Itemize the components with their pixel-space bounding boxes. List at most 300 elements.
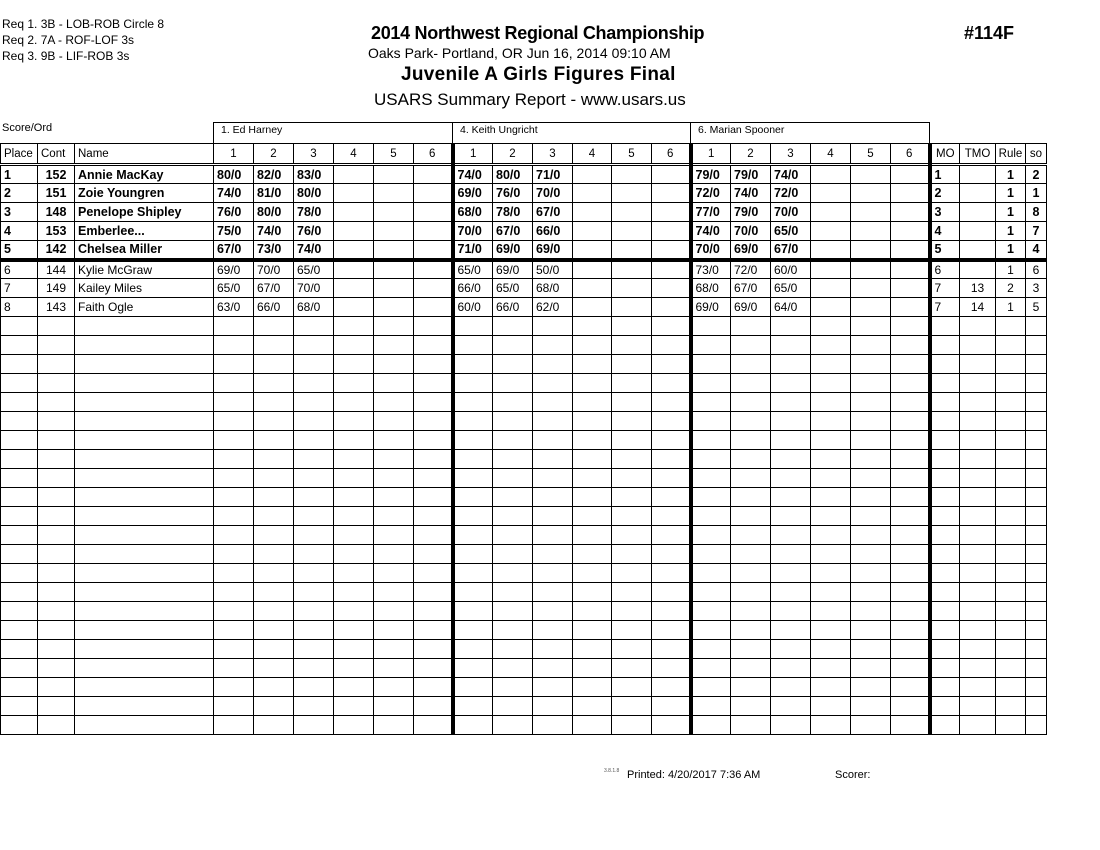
empty-cell bbox=[612, 469, 652, 488]
empty-cell bbox=[691, 583, 731, 602]
empty-cell bbox=[1026, 336, 1047, 355]
empty-cell bbox=[573, 507, 612, 526]
score-cell bbox=[374, 165, 414, 184]
rule-cell: 1 bbox=[996, 260, 1026, 279]
empty-row bbox=[1, 583, 1047, 602]
empty-cell bbox=[493, 393, 533, 412]
empty-cell bbox=[38, 640, 75, 659]
empty-cell bbox=[374, 488, 414, 507]
empty-cell bbox=[254, 488, 294, 507]
score-cell bbox=[414, 260, 453, 279]
empty-cell bbox=[254, 336, 294, 355]
empty-cell bbox=[930, 469, 960, 488]
empty-cell bbox=[996, 640, 1026, 659]
score-cell: 71/0 bbox=[453, 241, 493, 260]
empty-cell bbox=[1026, 393, 1047, 412]
empty-cell bbox=[731, 469, 771, 488]
empty-cell bbox=[691, 526, 731, 545]
empty-cell bbox=[38, 412, 75, 431]
empty-cell bbox=[38, 564, 75, 583]
empty-cell bbox=[75, 450, 214, 469]
empty-cell bbox=[930, 640, 960, 659]
header-judge2-fig2: 2 bbox=[493, 144, 533, 165]
empty-cell bbox=[652, 697, 691, 716]
empty-cell bbox=[294, 602, 334, 621]
empty-cell bbox=[960, 336, 996, 355]
empty-cell bbox=[652, 469, 691, 488]
empty-cell bbox=[533, 336, 573, 355]
empty-cell bbox=[960, 697, 996, 716]
empty-cell bbox=[771, 393, 811, 412]
empty-cell bbox=[573, 602, 612, 621]
empty-cell bbox=[334, 336, 374, 355]
score-cell bbox=[573, 241, 612, 260]
empty-cell bbox=[731, 317, 771, 336]
empty-cell bbox=[334, 469, 374, 488]
score-cell bbox=[652, 222, 691, 241]
score-cell: 69/0 bbox=[533, 241, 573, 260]
score-cell bbox=[891, 222, 930, 241]
empty-cell bbox=[334, 545, 374, 564]
empty-cell bbox=[453, 640, 493, 659]
empty-cell bbox=[294, 450, 334, 469]
empty-cell bbox=[851, 393, 891, 412]
score-cell: 66/0 bbox=[493, 298, 533, 317]
empty-cell bbox=[75, 659, 214, 678]
score-cell bbox=[334, 203, 374, 222]
empty-cell bbox=[493, 507, 533, 526]
empty-cell bbox=[1, 450, 38, 469]
empty-cell bbox=[612, 564, 652, 583]
empty-cell bbox=[453, 374, 493, 393]
empty-cell bbox=[1026, 678, 1047, 697]
empty-cell bbox=[1026, 583, 1047, 602]
empty-cell bbox=[960, 583, 996, 602]
empty-cell bbox=[214, 583, 254, 602]
empty-cell bbox=[374, 602, 414, 621]
empty-cell bbox=[811, 526, 851, 545]
score-cell: 67/0 bbox=[214, 241, 254, 260]
score-cell: 70/0 bbox=[771, 203, 811, 222]
empty-cell bbox=[652, 507, 691, 526]
empty-cell bbox=[493, 564, 533, 583]
header-judge1-fig5: 5 bbox=[374, 144, 414, 165]
empty-cell bbox=[851, 469, 891, 488]
score-cell bbox=[334, 279, 374, 298]
score-cell: 72/0 bbox=[691, 184, 731, 203]
empty-cell bbox=[1, 431, 38, 450]
empty-cell bbox=[254, 697, 294, 716]
empty-cell bbox=[996, 621, 1026, 640]
empty-cell bbox=[652, 678, 691, 697]
rule-cell: 1 bbox=[996, 203, 1026, 222]
score-cell bbox=[652, 241, 691, 260]
empty-cell bbox=[851, 545, 891, 564]
empty-cell bbox=[652, 412, 691, 431]
empty-cell bbox=[533, 450, 573, 469]
empty-cell bbox=[75, 488, 214, 507]
empty-row bbox=[1, 640, 1047, 659]
mo-cell: 7 bbox=[930, 298, 960, 317]
skater-name-cell: Annie MacKay bbox=[75, 165, 214, 184]
empty-cell bbox=[573, 431, 612, 450]
score-cell bbox=[334, 260, 374, 279]
empty-cell bbox=[771, 583, 811, 602]
empty-cell bbox=[453, 507, 493, 526]
empty-cell bbox=[996, 716, 1026, 735]
empty-cell bbox=[996, 412, 1026, 431]
score-cell bbox=[652, 298, 691, 317]
empty-cell bbox=[1, 602, 38, 621]
score-cell bbox=[612, 241, 652, 260]
score-cell: 72/0 bbox=[771, 184, 811, 203]
empty-cell bbox=[930, 659, 960, 678]
empty-cell bbox=[453, 545, 493, 564]
empty-cell bbox=[731, 583, 771, 602]
empty-cell bbox=[691, 374, 731, 393]
tmo-cell bbox=[960, 241, 996, 260]
empty-row bbox=[1, 507, 1047, 526]
score-cell bbox=[652, 184, 691, 203]
contestant-number-cell: 152 bbox=[38, 165, 75, 184]
empty-cell bbox=[731, 602, 771, 621]
empty-cell bbox=[1, 526, 38, 545]
score-cell bbox=[414, 222, 453, 241]
empty-cell bbox=[960, 469, 996, 488]
empty-cell bbox=[573, 621, 612, 640]
empty-cell bbox=[891, 393, 930, 412]
empty-cell bbox=[334, 374, 374, 393]
empty-cell bbox=[960, 545, 996, 564]
place-cell: 7 bbox=[1, 279, 38, 298]
empty-cell bbox=[996, 336, 1026, 355]
score-cell bbox=[414, 241, 453, 260]
empty-cell bbox=[414, 545, 453, 564]
rule-cell: 1 bbox=[996, 241, 1026, 260]
empty-cell bbox=[374, 526, 414, 545]
empty-cell bbox=[493, 640, 533, 659]
score-cell: 68/0 bbox=[294, 298, 334, 317]
rule-cell: 2 bbox=[996, 279, 1026, 298]
score-cell: 68/0 bbox=[691, 279, 731, 298]
empty-cell bbox=[414, 393, 453, 412]
empty-cell bbox=[691, 488, 731, 507]
empty-cell bbox=[691, 621, 731, 640]
empty-cell bbox=[38, 450, 75, 469]
empty-cell bbox=[960, 412, 996, 431]
score-cell: 69/0 bbox=[214, 260, 254, 279]
empty-cell bbox=[533, 488, 573, 507]
score-cell: 67/0 bbox=[254, 279, 294, 298]
event-title: Juvenile A Girls Figures Final bbox=[401, 64, 676, 85]
header-rule: Rule bbox=[996, 144, 1026, 165]
empty-cell bbox=[334, 678, 374, 697]
empty-cell bbox=[374, 431, 414, 450]
empty-cell bbox=[38, 374, 75, 393]
empty-cell bbox=[930, 564, 960, 583]
empty-cell bbox=[294, 659, 334, 678]
empty-cell bbox=[334, 412, 374, 431]
empty-cell bbox=[294, 640, 334, 659]
empty-cell bbox=[811, 621, 851, 640]
empty-cell bbox=[960, 659, 996, 678]
empty-cell bbox=[851, 716, 891, 735]
empty-cell bbox=[691, 355, 731, 374]
empty-cell bbox=[811, 431, 851, 450]
empty-cell bbox=[573, 583, 612, 602]
empty-row bbox=[1, 393, 1047, 412]
empty-cell bbox=[374, 412, 414, 431]
empty-cell bbox=[960, 507, 996, 526]
empty-cell bbox=[930, 716, 960, 735]
empty-cell bbox=[214, 545, 254, 564]
empty-cell bbox=[930, 431, 960, 450]
empty-cell bbox=[493, 716, 533, 735]
requirement-2: Req 2. 7A - ROF-LOF 3s bbox=[2, 33, 135, 47]
empty-cell bbox=[533, 526, 573, 545]
empty-cell bbox=[453, 621, 493, 640]
empty-cell bbox=[214, 659, 254, 678]
empty-cell bbox=[960, 374, 996, 393]
empty-cell bbox=[493, 526, 533, 545]
empty-cell bbox=[652, 583, 691, 602]
venue-date: Oaks Park- Portland, OR Jun 16, 2014 09:10 AM bbox=[368, 45, 671, 61]
empty-cell bbox=[891, 469, 930, 488]
empty-cell bbox=[1, 317, 38, 336]
contestant-number-cell: 153 bbox=[38, 222, 75, 241]
empty-cell bbox=[453, 469, 493, 488]
empty-cell bbox=[493, 602, 533, 621]
score-cell bbox=[851, 165, 891, 184]
empty-cell bbox=[612, 431, 652, 450]
empty-cell bbox=[334, 317, 374, 336]
empty-cell bbox=[731, 507, 771, 526]
empty-cell bbox=[771, 412, 811, 431]
rule-cell: 1 bbox=[996, 298, 1026, 317]
empty-cell bbox=[1026, 412, 1047, 431]
empty-cell bbox=[1026, 716, 1047, 735]
empty-cell bbox=[996, 507, 1026, 526]
empty-cell bbox=[1026, 526, 1047, 545]
place-cell: 6 bbox=[1, 260, 38, 279]
empty-cell bbox=[254, 507, 294, 526]
score-cell bbox=[374, 241, 414, 260]
header-mo: MO bbox=[930, 144, 960, 165]
empty-cell bbox=[811, 716, 851, 735]
empty-cell bbox=[294, 355, 334, 374]
score-cell: 69/0 bbox=[493, 241, 533, 260]
empty-cell bbox=[573, 526, 612, 545]
empty-row bbox=[1, 336, 1047, 355]
empty-cell bbox=[891, 374, 930, 393]
so-cell: 2 bbox=[1026, 165, 1047, 184]
empty-row bbox=[1, 355, 1047, 374]
empty-cell bbox=[214, 697, 254, 716]
empty-cell bbox=[652, 374, 691, 393]
table-row bbox=[1, 241, 1047, 260]
empty-cell bbox=[811, 317, 851, 336]
empty-cell bbox=[334, 583, 374, 602]
empty-cell bbox=[960, 393, 996, 412]
empty-cell bbox=[851, 317, 891, 336]
empty-cell bbox=[811, 412, 851, 431]
empty-cell bbox=[996, 355, 1026, 374]
empty-cell bbox=[1, 507, 38, 526]
score-cell: 73/0 bbox=[254, 241, 294, 260]
empty-cell bbox=[612, 602, 652, 621]
empty-cell bbox=[254, 450, 294, 469]
empty-cell bbox=[573, 355, 612, 374]
score-cell: 70/0 bbox=[294, 279, 334, 298]
score-cell bbox=[374, 298, 414, 317]
empty-cell bbox=[1, 583, 38, 602]
empty-cell bbox=[691, 431, 731, 450]
empty-cell bbox=[214, 336, 254, 355]
empty-row bbox=[1, 697, 1047, 716]
empty-cell bbox=[453, 583, 493, 602]
tmo-cell: 13 bbox=[960, 279, 996, 298]
empty-cell bbox=[573, 317, 612, 336]
empty-cell bbox=[573, 393, 612, 412]
score-cell bbox=[374, 222, 414, 241]
empty-cell bbox=[493, 431, 533, 450]
contestant-number-cell: 143 bbox=[38, 298, 75, 317]
score-cell bbox=[612, 184, 652, 203]
so-cell: 1 bbox=[1026, 184, 1047, 203]
empty-cell bbox=[573, 545, 612, 564]
empty-cell bbox=[1026, 659, 1047, 678]
score-cell: 78/0 bbox=[493, 203, 533, 222]
empty-cell bbox=[75, 583, 214, 602]
empty-cell bbox=[811, 659, 851, 678]
empty-cell bbox=[254, 431, 294, 450]
empty-cell bbox=[891, 336, 930, 355]
empty-cell bbox=[652, 545, 691, 564]
header-judge2-fig5: 5 bbox=[612, 144, 652, 165]
score-cell: 79/0 bbox=[731, 203, 771, 222]
empty-cell bbox=[731, 488, 771, 507]
empty-cell bbox=[374, 355, 414, 374]
empty-cell bbox=[334, 697, 374, 716]
empty-cell bbox=[891, 545, 930, 564]
empty-cell bbox=[1026, 697, 1047, 716]
score-cell: 80/0 bbox=[214, 165, 254, 184]
empty-cell bbox=[891, 564, 930, 583]
empty-cell bbox=[414, 602, 453, 621]
empty-cell bbox=[851, 697, 891, 716]
empty-cell bbox=[930, 602, 960, 621]
empty-cell bbox=[1026, 488, 1047, 507]
empty-cell bbox=[1026, 621, 1047, 640]
empty-cell bbox=[891, 450, 930, 469]
empty-cell bbox=[254, 355, 294, 374]
empty-cell bbox=[214, 393, 254, 412]
empty-cell bbox=[414, 374, 453, 393]
empty-cell bbox=[612, 659, 652, 678]
empty-cell bbox=[533, 602, 573, 621]
empty-cell bbox=[851, 431, 891, 450]
empty-cell bbox=[414, 583, 453, 602]
empty-cell bbox=[38, 431, 75, 450]
requirement-1: Req 1. 3B - LOB-ROB Circle 8 bbox=[2, 17, 165, 31]
empty-cell bbox=[996, 659, 1026, 678]
score-cell: 80/0 bbox=[254, 203, 294, 222]
empty-cell bbox=[493, 374, 533, 393]
empty-cell bbox=[960, 526, 996, 545]
empty-cell bbox=[294, 507, 334, 526]
empty-row bbox=[1, 621, 1047, 640]
empty-cell bbox=[930, 355, 960, 374]
score-cell bbox=[891, 203, 930, 222]
empty-cell bbox=[996, 545, 1026, 564]
empty-cell bbox=[1, 412, 38, 431]
empty-cell bbox=[960, 621, 996, 640]
tmo-cell bbox=[960, 222, 996, 241]
empty-cell bbox=[214, 621, 254, 640]
header-judge1-fig2: 2 bbox=[254, 144, 294, 165]
header-place: Place bbox=[1, 144, 38, 165]
empty-cell bbox=[75, 507, 214, 526]
empty-cell bbox=[334, 564, 374, 583]
empty-cell bbox=[75, 393, 214, 412]
score-cell bbox=[414, 165, 453, 184]
empty-cell bbox=[996, 697, 1026, 716]
empty-cell bbox=[254, 564, 294, 583]
empty-cell bbox=[374, 469, 414, 488]
empty-cell bbox=[771, 450, 811, 469]
empty-cell bbox=[254, 678, 294, 697]
empty-cell bbox=[731, 393, 771, 412]
empty-cell bbox=[214, 488, 254, 507]
empty-cell bbox=[214, 507, 254, 526]
empty-cell bbox=[612, 545, 652, 564]
score-cell bbox=[334, 222, 374, 241]
score-cell bbox=[334, 298, 374, 317]
empty-cell bbox=[691, 336, 731, 355]
empty-cell bbox=[374, 336, 414, 355]
empty-cell bbox=[1026, 507, 1047, 526]
score-cell: 62/0 bbox=[533, 298, 573, 317]
column-header-row bbox=[1, 144, 1047, 165]
score-cell: 76/0 bbox=[214, 203, 254, 222]
empty-cell bbox=[1026, 564, 1047, 583]
empty-cell bbox=[38, 488, 75, 507]
empty-cell bbox=[493, 450, 533, 469]
empty-cell bbox=[75, 469, 214, 488]
score-cell bbox=[414, 279, 453, 298]
empty-cell bbox=[811, 393, 851, 412]
place-cell: 5 bbox=[1, 241, 38, 260]
empty-cell bbox=[930, 412, 960, 431]
empty-cell bbox=[1026, 374, 1047, 393]
empty-cell bbox=[533, 716, 573, 735]
score-cell: 69/0 bbox=[731, 241, 771, 260]
empty-cell bbox=[652, 659, 691, 678]
empty-cell bbox=[38, 526, 75, 545]
score-cell bbox=[811, 298, 851, 317]
empty-cell bbox=[851, 564, 891, 583]
empty-cell bbox=[1026, 469, 1047, 488]
empty-cell bbox=[254, 621, 294, 640]
scorer-label: Scorer: bbox=[835, 769, 871, 781]
empty-cell bbox=[612, 583, 652, 602]
empty-cell bbox=[533, 678, 573, 697]
score-cell: 60/0 bbox=[453, 298, 493, 317]
empty-cell bbox=[214, 469, 254, 488]
empty-cell bbox=[996, 450, 1026, 469]
empty-cell bbox=[996, 317, 1026, 336]
empty-cell bbox=[75, 317, 214, 336]
